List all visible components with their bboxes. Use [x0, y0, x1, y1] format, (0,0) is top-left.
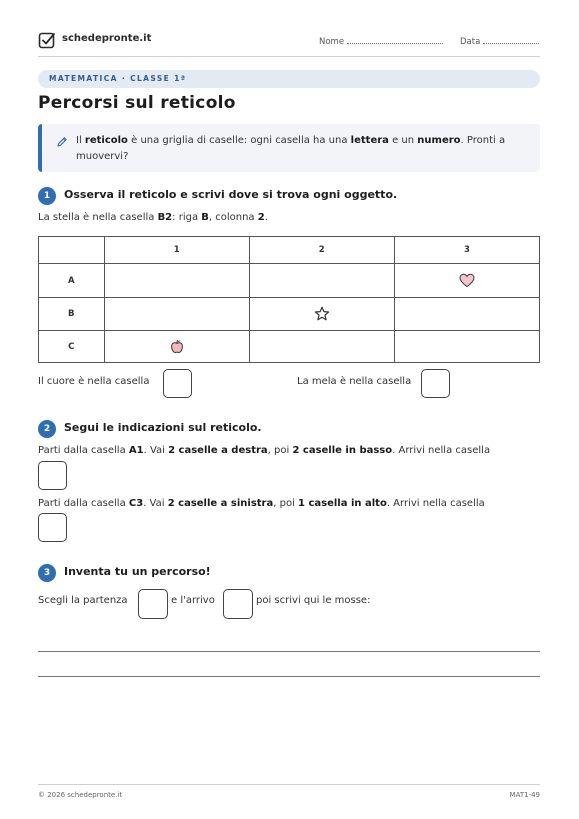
- page-header: [38, 28, 540, 57]
- name-field[interactable]: [319, 35, 443, 47]
- answer-box-apple[interactable]: [421, 369, 450, 398]
- grid-row: [39, 298, 540, 331]
- grid-header-row: [39, 237, 540, 264]
- grid-corner-cell: [39, 237, 105, 264]
- footer-copyright: © 2026 schedepronte.it: [38, 791, 123, 799]
- date-field[interactable]: [460, 35, 539, 47]
- grid-column-header: 2: [249, 237, 394, 264]
- grid-row: [39, 264, 540, 298]
- grid-row-header: A: [39, 264, 105, 298]
- grid-cell-b3: [394, 298, 539, 331]
- grid-cell-a1: [104, 264, 249, 298]
- example-text: La stella è nella casella B2: riga B, colonna 2.: [38, 212, 268, 223]
- section-heading: Segui le indicazioni sul reticolo.: [64, 421, 262, 434]
- grid-column-header: 1: [104, 237, 249, 264]
- grid-cell-b1: [104, 298, 249, 331]
- question-apple: La mela è nella casella: [297, 376, 412, 387]
- heart-icon: [459, 273, 475, 288]
- moves-label: poi scrivi qui le mosse:: [256, 595, 371, 606]
- writing-line-1[interactable]: [38, 651, 540, 652]
- grid-table: [38, 236, 540, 363]
- answer-box-start[interactable]: [138, 589, 168, 619]
- worksheet-page: [38, 0, 540, 819]
- name-label: Nome: [319, 37, 345, 47]
- writing-line-2[interactable]: [38, 676, 540, 677]
- name-blank[interactable]: [347, 35, 443, 44]
- grid-cell-c2: [249, 331, 394, 363]
- page-footer: [38, 784, 540, 799]
- section-number: 2: [38, 420, 56, 438]
- direction-text-2: Parti dalla casella C3. Vai 2 caselle a sinistra, poi 1 casella in alto. Arrivi nella casella: [38, 498, 485, 509]
- section-heading: Inventa tu un percorso!: [64, 565, 211, 578]
- date-label: Data: [460, 37, 481, 47]
- section-3-header: [38, 564, 540, 584]
- grid-row: [39, 331, 540, 363]
- answer-box-end[interactable]: [223, 589, 253, 619]
- date-blank[interactable]: [483, 35, 539, 44]
- brand-name: schedepronte.it: [62, 33, 152, 44]
- grid-cell-c3: [394, 331, 539, 363]
- question-heart: Il cuore è nella casella: [38, 376, 150, 387]
- grid-row-header: C: [39, 331, 105, 363]
- end-label: e l'arrivo: [171, 595, 215, 606]
- subject-tag: MATEMATICA · CLASSE 1ª: [38, 70, 540, 88]
- pencil-icon: [56, 136, 68, 148]
- grid-row-header: B: [39, 298, 105, 331]
- direction-text-1: Parti dalla casella A1. Vai 2 caselle a destra, poi 2 caselle in basso. Arrivi nella casella: [38, 445, 491, 456]
- answer-box-heart[interactable]: [163, 369, 192, 398]
- grid-cell-b2: [249, 298, 394, 331]
- checkbox-logo-icon: [38, 31, 56, 49]
- info-box: [38, 124, 540, 172]
- answer-box-path-2[interactable]: [38, 513, 67, 542]
- grid-cell-a2: [249, 264, 394, 298]
- grid-cell-c1: [104, 331, 249, 363]
- footer-code: MAT1-49: [509, 791, 540, 799]
- section-2-header: [38, 420, 540, 440]
- section-1-header: [38, 187, 540, 207]
- grid-cell-a3: [394, 264, 539, 298]
- section-number: 1: [38, 187, 56, 205]
- grid-column-header: 3: [394, 237, 539, 264]
- start-label: Scegli la partenza: [38, 595, 128, 606]
- section-number: 3: [38, 564, 56, 582]
- section-heading: Osserva il reticolo e scrivi dove si trova ogni oggetto.: [64, 188, 398, 201]
- star-icon: [314, 306, 330, 322]
- info-text: Il reticolo è una griglia di caselle: ogni casella ha una lettera e un numero. Pronti a muovervi?: [76, 135, 506, 162]
- answer-box-path-1[interactable]: [38, 461, 67, 490]
- page-title: Percorsi sul reticolo: [38, 93, 236, 113]
- apple-icon: [170, 339, 184, 354]
